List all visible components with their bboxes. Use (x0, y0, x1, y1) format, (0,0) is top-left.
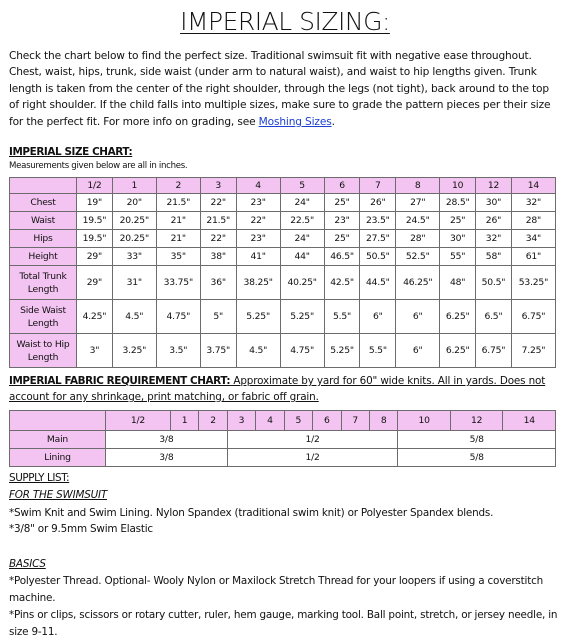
table-row (10, 449, 556, 467)
swimsuit-item: *3/8" or 9.5mm Swim Elastic (9, 523, 153, 535)
table-cell: 19.5" (77, 230, 113, 248)
table-cell: 36" (200, 266, 236, 300)
table-cell: 5.5" (360, 334, 396, 368)
table-cell: 58" (476, 248, 512, 266)
table-cell: 44" (280, 248, 324, 266)
table-cell: 38.25" (236, 266, 280, 300)
size-header: 5 (280, 178, 324, 194)
table-cell: 44.5" (360, 266, 396, 300)
table-cell: 21" (156, 230, 200, 248)
swimsuit-item: *Swim Knit and Swim Lining. Nylon Spandex (traditional swim knit) or Polyester Spandex blends. (9, 507, 494, 519)
row-label: Main (10, 431, 106, 449)
basics-subheading: BASICS (9, 558, 46, 570)
table-cell: 6" (396, 300, 440, 334)
table-cell: 3.25" (112, 334, 156, 368)
size-chart-title: IMPERIAL SIZE CHART: (9, 146, 133, 158)
table-row (10, 300, 556, 334)
size-header: 14 (511, 178, 555, 194)
table-cell: 29" (77, 266, 113, 300)
table-cell: 30" (476, 194, 512, 212)
table-cell: 41" (236, 248, 280, 266)
basics-item: *Polyester Thread. Optional- Wooly Nylon or Maxilock Stretch Thread for your loopers if using a coverstitch machine. (9, 575, 543, 604)
table-cell: 53.25" (511, 266, 555, 300)
table-cell: 3/8 (106, 431, 228, 449)
table-cell: 3.75" (200, 334, 236, 368)
table-cell: 32" (476, 230, 512, 248)
table-cell: 6.75" (476, 334, 512, 368)
row-label: Waist to Hip Length (10, 334, 77, 368)
table-cell: 28" (396, 230, 440, 248)
table-cell: 21.5" (156, 194, 200, 212)
table-cell: 40.25" (280, 266, 324, 300)
size-header: 1 (170, 411, 198, 431)
fabric-chart-title: IMPERIAL FABRIC REQUIREMENT CHART: (9, 375, 231, 387)
table-cell: 33.75" (156, 266, 200, 300)
table-cell: 1/2 (227, 449, 398, 467)
table-cell: 4.75" (280, 334, 324, 368)
table-cell: 4.25" (77, 300, 113, 334)
table-cell: 5.25" (236, 300, 280, 334)
size-header: 1/2 (106, 411, 171, 431)
moshing-sizes-link[interactable]: Moshing Sizes (258, 115, 332, 128)
table-cell: 25" (440, 212, 476, 230)
table-cell: 19.5" (77, 212, 113, 230)
table-cell: 28.5" (440, 194, 476, 212)
table-cell: 3.5" (156, 334, 200, 368)
size-header: 6 (313, 411, 341, 431)
table-row (10, 266, 556, 300)
page-title: IMPERIAL SIZING: (180, 7, 390, 36)
size-header: 7 (360, 178, 396, 194)
table-cell: 27.5" (360, 230, 396, 248)
size-header: 14 (503, 411, 556, 431)
size-header: 4 (236, 178, 280, 194)
table-cell: 25" (324, 194, 360, 212)
table-cell: 50.5" (476, 266, 512, 300)
table-cell: 5.25" (324, 334, 360, 368)
table-cell: 4.5" (112, 300, 156, 334)
size-header: 4 (256, 411, 284, 431)
table-cell: 6" (360, 300, 396, 334)
table-cell: 22" (200, 194, 236, 212)
size-header: 7 (341, 411, 369, 431)
table-cell: 25" (324, 230, 360, 248)
table-cell: 27" (396, 194, 440, 212)
table-cell: 26" (476, 212, 512, 230)
table-cell: 34" (511, 230, 555, 248)
row-label: Side Waist Length (10, 300, 77, 334)
table-cell: 52.5" (396, 248, 440, 266)
table-cell: 23" (236, 230, 280, 248)
table-cell: 29" (77, 248, 113, 266)
table-row (10, 248, 556, 266)
table-cell: 38" (200, 248, 236, 266)
table-cell: 22" (200, 230, 236, 248)
intro-end: . (331, 115, 335, 128)
supply-list-title: SUPPLY LIST: (9, 472, 70, 484)
size-header: 12 (476, 178, 512, 194)
size-header: 8 (396, 178, 440, 194)
intro-paragraph (9, 48, 561, 130)
table-cell: 20.25" (112, 212, 156, 230)
table-cell: 3/8 (106, 449, 228, 467)
table-cell: 6.75" (511, 300, 555, 334)
table-cell: 35" (156, 248, 200, 266)
table-cell: 6" (396, 334, 440, 368)
table-cell: 55" (440, 248, 476, 266)
intro-text: Check the chart below to find the perfect size. Traditional swimsuit fit with negative ease throughout. Chest, waist, hips, trunk, side waist (under arm to natural waist), and waist to hip lengths given. Trunk length is taken from the center of the right shoulder, through the legs (not tight), back around to the top of right shoulder. If the child falls into multiple sizes, make sure to grade the pattern pieces per their size for the perfect fit. For more info on grading, see (9, 50, 551, 128)
row-label: Total Trunk Length (10, 266, 77, 300)
table-cell: 46.25" (396, 266, 440, 300)
table-cell: 7.25" (511, 334, 555, 368)
table-row (10, 212, 556, 230)
table-cell: 50.5" (360, 248, 396, 266)
table-cell: 46.5" (324, 248, 360, 266)
size-header: 1/2 (77, 178, 113, 194)
table-row (10, 431, 556, 449)
size-chart-table (9, 177, 556, 368)
table-row (10, 230, 556, 248)
table-cell: 5" (200, 300, 236, 334)
size-header: 5 (284, 411, 312, 431)
fabric-chart-table (9, 410, 556, 467)
fabric-chart-description: Approximate by yard for 60" wide knits. All in yards. Does not account for any shrinkage, print matching, or fabric off grain. (9, 375, 546, 403)
table-cell: 20.25" (112, 230, 156, 248)
swimsuit-subheading: FOR THE SWIMSUIT (9, 489, 108, 501)
size-chart-note: Measurements given below are all in inches. (9, 161, 188, 171)
size-header: 3 (227, 411, 255, 431)
table-cell: 32" (511, 194, 555, 212)
size-header: 10 (398, 411, 451, 431)
table-cell: 26" (360, 194, 396, 212)
table-cell: 6.5" (476, 300, 512, 334)
size-header-row (10, 178, 556, 194)
basics-item: *Pins or clips, scissors or rotary cutter, ruler, hem gauge, marking tool. Ball point, stretch, or jersey needle, in size 9-11. (9, 609, 558, 638)
table-cell: 3" (77, 334, 113, 368)
table-cell: 5/8 (398, 449, 556, 467)
table-row (10, 194, 556, 212)
table-cell: 5.25" (280, 300, 324, 334)
table-cell: 1/2 (227, 431, 398, 449)
corner-cell (10, 178, 77, 194)
table-cell: 23" (324, 212, 360, 230)
size-header: 8 (369, 411, 397, 431)
table-cell: 31" (112, 266, 156, 300)
row-label: Lining (10, 449, 106, 467)
table-cell: 21.5" (200, 212, 236, 230)
row-label: Waist (10, 212, 77, 230)
table-cell: 5/8 (398, 431, 556, 449)
size-header: 12 (450, 411, 503, 431)
table-row (10, 334, 556, 368)
row-label: Chest (10, 194, 77, 212)
table-cell: 4.75" (156, 300, 200, 334)
table-cell: 22.5" (280, 212, 324, 230)
size-header: 2 (199, 411, 227, 431)
table-cell: 6.25" (440, 334, 476, 368)
table-cell: 6.25" (440, 300, 476, 334)
corner-cell (10, 411, 106, 431)
table-cell: 21" (156, 212, 200, 230)
size-header: 2 (156, 178, 200, 194)
table-cell: 42.5" (324, 266, 360, 300)
table-cell: 30" (440, 230, 476, 248)
table-cell: 61" (511, 248, 555, 266)
table-cell: 23" (236, 194, 280, 212)
table-cell: 4.5" (236, 334, 280, 368)
table-cell: 24" (280, 230, 324, 248)
table-cell: 20" (112, 194, 156, 212)
table-cell: 28" (511, 212, 555, 230)
table-cell: 22" (236, 212, 280, 230)
table-cell: 24" (280, 194, 324, 212)
fabric-chart-heading (9, 373, 561, 405)
size-header: 6 (324, 178, 360, 194)
table-cell: 23.5" (360, 212, 396, 230)
table-cell: 24.5" (396, 212, 440, 230)
table-cell: 48" (440, 266, 476, 300)
size-header: 10 (440, 178, 476, 194)
row-label: Hips (10, 230, 77, 248)
row-label: Height (10, 248, 77, 266)
size-header: 1 (112, 178, 156, 194)
table-cell: 19" (77, 194, 113, 212)
table-cell: 33" (112, 248, 156, 266)
size-header: 3 (200, 178, 236, 194)
table-cell: 5.5" (324, 300, 360, 334)
size-header-row (10, 411, 556, 431)
